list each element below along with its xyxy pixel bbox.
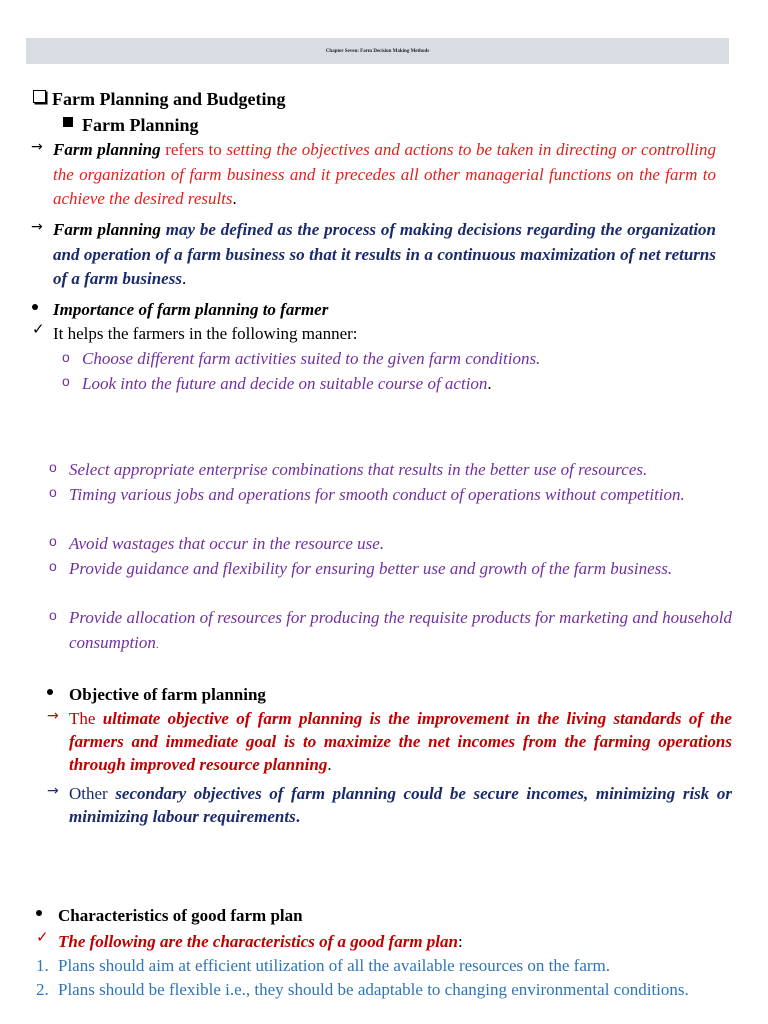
definition-1-end: . xyxy=(232,189,237,208)
importance-item xyxy=(82,372,492,397)
importance-item-end: . xyxy=(487,374,492,393)
bullet-icon xyxy=(36,910,42,916)
importance-heading: Importance of farm planning to farmer xyxy=(53,300,329,319)
importance-item-end: . xyxy=(155,638,159,651)
checkbox-bullet-icon xyxy=(33,90,46,103)
objective-paragraph-1 xyxy=(69,707,732,776)
objective-p2-lead: Other xyxy=(69,784,116,803)
objective-p1-end: . xyxy=(327,755,332,774)
definition-1-verb: refers to xyxy=(160,140,227,159)
definition-1-body: setting the objectives and actions to be taken in directing or controlling the organization of farm business and it precedes all other managerial functions on the farm to achieve the desired results xyxy=(53,140,716,208)
objective-p1-lead: The xyxy=(69,709,103,728)
importance-item: Provide guidance and flexibility for ensuring better use and growth of the farm business. xyxy=(69,559,673,578)
characteristics-intro-text: The following are the characteristics of a good farm plan xyxy=(58,932,458,951)
checkmark-icon: ✓ xyxy=(36,928,49,946)
objective-p2-body: secondary objectives of farm planning could be secure incomes, minimizing risk or minimizing labour requirements xyxy=(69,784,732,826)
bullet-icon xyxy=(32,304,38,310)
characteristics-heading: Characteristics of good farm plan xyxy=(58,906,303,925)
characteristics-item-number: 1. xyxy=(36,956,49,975)
objective-heading: Objective of farm planning xyxy=(69,685,266,704)
objective-p2-end: . xyxy=(295,807,300,826)
arrow-icon: → xyxy=(47,783,59,799)
bullet-icon xyxy=(47,689,53,695)
circle-bullet-icon: o xyxy=(49,459,57,475)
importance-item xyxy=(69,606,732,657)
circle-bullet-icon: o xyxy=(49,607,57,623)
definition-1 xyxy=(53,138,716,212)
checkmark-icon: ✓ xyxy=(32,320,45,338)
characteristics-intro-end: : xyxy=(457,932,463,951)
circle-bullet-icon: o xyxy=(62,349,70,365)
definition-2 xyxy=(53,218,716,292)
importance-item: Select appropriate enterprise combinations that results in the better use of resources. xyxy=(69,460,648,479)
characteristics-item-number: 2. xyxy=(36,980,49,999)
running-header-text: Chapter Seven: Farm Decision Making Methods xyxy=(325,48,430,54)
arrow-icon: → xyxy=(31,139,43,155)
circle-bullet-icon: o xyxy=(49,533,57,549)
characteristics-item: Plans should be flexible i.e., they should be adaptable to changing environmental conditions. xyxy=(58,980,689,999)
objective-p1-body: ultimate objective of farm planning is the improvement in the living standards of the farmers and immediate goal is to maximize the net incomes from the farming operations through improved resource planning xyxy=(69,709,732,774)
objective-paragraph-2 xyxy=(69,782,732,828)
characteristics-intro xyxy=(58,930,463,955)
arrow-icon: → xyxy=(31,219,43,235)
circle-bullet-icon: o xyxy=(49,558,57,574)
arrow-icon: → xyxy=(47,708,59,724)
importance-item-text: Look into the future and decide on suitable course of action xyxy=(82,374,488,393)
square-bullet-icon xyxy=(63,117,73,127)
characteristics-item: Plans should aim at efficient utilization of all the available resources on the farm. xyxy=(58,956,611,975)
definition-2-end: . xyxy=(181,269,187,288)
importance-item-text: Provide allocation of resources for producing the requisite products for marketing and household consumption xyxy=(69,608,732,652)
importance-item: Avoid wastages that occur in the resource use. xyxy=(69,534,385,553)
definition-1-term: Farm planning xyxy=(53,140,161,159)
section-subtitle: Farm Planning xyxy=(82,115,199,135)
circle-bullet-icon: o xyxy=(62,373,70,389)
running-header xyxy=(26,38,729,64)
importance-item: Choose different farm activities suited to the given farm conditions. xyxy=(82,349,541,368)
definition-2-body: may be defined as the process of making decisions regarding the organization and operation of a farm business so that it results in a continuous maximization of net returns of a farm business xyxy=(53,220,716,288)
importance-item: Timing various jobs and operations for smooth conduct of operations without competition. xyxy=(69,485,685,504)
importance-intro: It helps the farmers in the following manner: xyxy=(53,324,358,343)
circle-bullet-icon: o xyxy=(49,484,57,500)
section-title: Farm Planning and Budgeting xyxy=(52,89,286,109)
definition-2-term: Farm planning xyxy=(53,220,161,239)
